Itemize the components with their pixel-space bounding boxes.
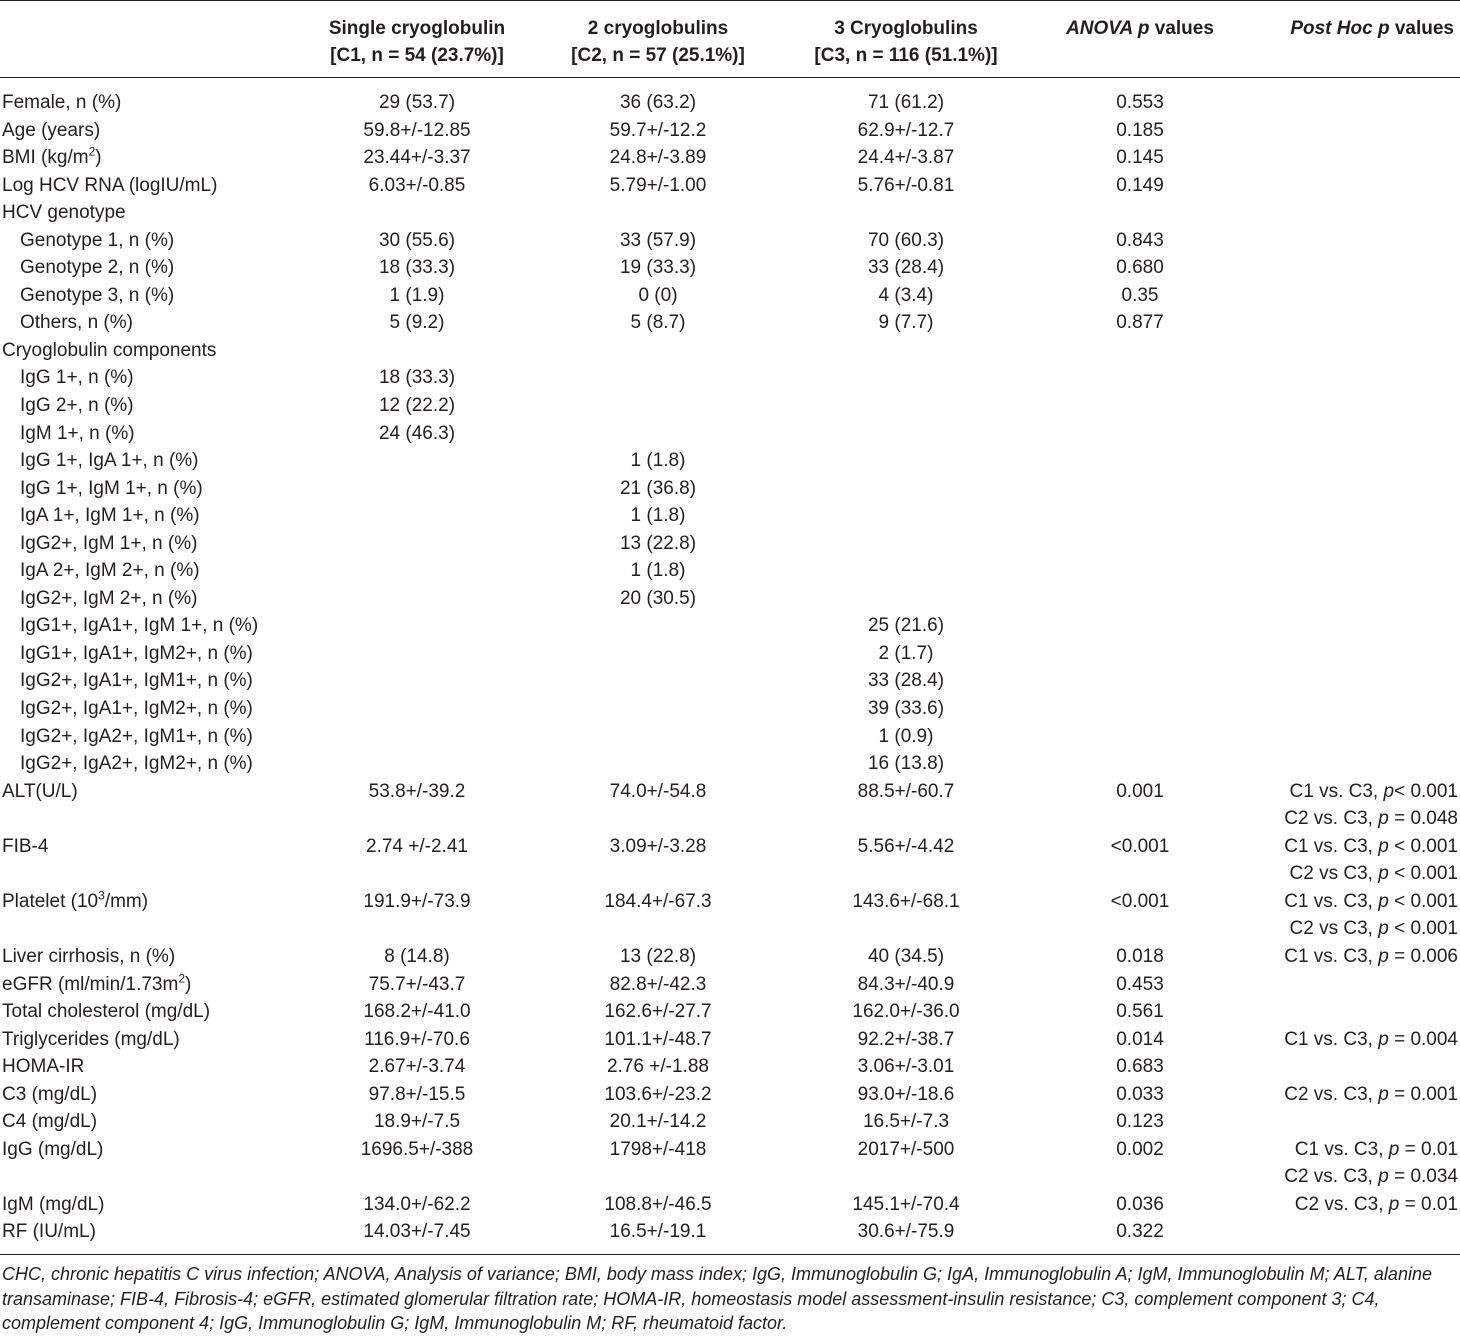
cell-c3: 33 (28.4)	[867, 257, 945, 279]
table-row	[0, 392, 1460, 420]
row-label: IgA 2+, IgM 2+, n (%)	[20, 560, 200, 582]
table-row	[0, 1108, 1460, 1136]
header-rule	[0, 77, 1460, 78]
cell-c1: 6.03+/-0.85	[368, 174, 466, 196]
cell-c2: 16.5+/-19.1	[609, 1221, 707, 1243]
cell-anova-p: <0.001	[1110, 890, 1170, 912]
header-c2	[548, 15, 768, 69]
cell-anova-p: 0.843	[1116, 229, 1164, 251]
post-hoc-p-symbol: p	[1378, 1028, 1389, 1050]
table-row	[0, 943, 1460, 971]
cell-post-hoc-p	[1284, 1163, 1458, 1191]
cell-c3: 30.6+/-75.9	[857, 1221, 955, 1243]
cell-c2: 5.79+/-1.00	[609, 174, 707, 196]
cell-c1: 24 (46.3)	[378, 422, 456, 444]
cell-c1: 75.7+/-43.7	[368, 973, 466, 995]
row-label: IgG2+, IgA1+, IgM2+, n (%)	[20, 698, 253, 720]
row-label-text-end: /mm)	[104, 890, 149, 912]
cell-c3: 71 (61.2)	[867, 92, 945, 113]
row-label: IgM (mg/dL)	[2, 1193, 105, 1215]
row-label: IgG2+, IgA2+, IgM2+, n (%)	[20, 753, 253, 775]
table-row	[0, 640, 1460, 668]
post-hoc-p-symbol: p	[1378, 1083, 1389, 1105]
header-c1-line2: [C1, n = 54 (23.7%)]	[330, 45, 504, 66]
row-label: IgG2+, IgA1+, IgM1+, n (%)	[20, 670, 253, 692]
header-c3-line2: [C3, n = 116 (51.1%)]	[814, 45, 998, 66]
cell-anova-p: 0.680	[1116, 257, 1164, 279]
cell-anova-p: 0.35	[1121, 284, 1159, 306]
row-label: FIB-4	[2, 835, 49, 857]
cell-anova-p: 0.877	[1116, 312, 1164, 334]
table-row	[0, 778, 1460, 833]
table-row	[0, 557, 1460, 585]
cell-c1: 14.03+/-7.45	[363, 1221, 471, 1243]
cell-c3: 4 (3.4)	[878, 284, 934, 306]
cell-post-hoc-p	[1290, 860, 1458, 888]
cell-c3: 93.0+/-18.6	[857, 1083, 955, 1105]
post-hoc-comparison: C2 vs. C3,	[1284, 1166, 1379, 1188]
cell-anova-p: 0.123	[1116, 1111, 1164, 1133]
header-post-italic: Post Hoc p	[1290, 18, 1390, 39]
cell-anova-p: 0.185	[1116, 119, 1164, 141]
header-anova	[1040, 15, 1240, 42]
table-row	[0, 254, 1460, 282]
cell-c1: 1696.5+/-388	[360, 1138, 474, 1160]
cell-c2: 184.4+/-67.3	[604, 890, 712, 912]
row-label: IgG1+, IgA1+, IgM2+, n (%)	[20, 642, 253, 664]
table-row	[0, 612, 1460, 640]
cell-post-hoc-p	[1284, 805, 1458, 833]
cell-c2: 24.8+/-3.89	[609, 147, 707, 169]
post-hoc-comparison: C2 vs. C3,	[1294, 1193, 1389, 1215]
row-label-superscript: 3	[98, 888, 105, 903]
row-label: IgG2+, IgM 1+, n (%)	[20, 532, 198, 554]
cell-c1: 134.0+/-62.2	[363, 1193, 471, 1215]
cell-anova-p: 0.145	[1116, 147, 1164, 169]
cell-post-hoc-p	[1290, 915, 1458, 943]
header-c2-line2: [C2, n = 57 (25.1%)]	[571, 45, 745, 66]
cell-c2: 101.1+/-48.7	[604, 1028, 712, 1050]
post-hoc-comparison: C1 vs. C3,	[1284, 890, 1379, 912]
cell-c3: 1 (0.9)	[878, 725, 934, 747]
cell-c3: 84.3+/-40.9	[857, 973, 955, 995]
row-label: Log HCV RNA (logIU/mL)	[2, 174, 218, 196]
row-label-text-end: )	[185, 973, 192, 995]
cell-c3: 9 (7.7)	[878, 312, 934, 334]
cell-c1: 2.74 +/-2.41	[366, 835, 468, 857]
row-label: Female, n (%)	[2, 92, 122, 113]
post-hoc-value: < 0.001	[1388, 835, 1458, 857]
row-label	[2, 888, 148, 916]
cell-post-hoc-p	[1295, 1136, 1458, 1164]
header-c1	[300, 15, 534, 69]
cell-c3: 3.06+/-3.01	[857, 1056, 955, 1078]
row-label: Genotype 1, n (%)	[20, 229, 175, 251]
cell-c3: 16.5+/-7.3	[862, 1111, 950, 1133]
row-label: IgM 1+, n (%)	[20, 422, 135, 444]
post-hoc-p-symbol: p	[1388, 1138, 1400, 1160]
row-label: RF (IU/mL)	[2, 1221, 96, 1243]
cell-c1: 53.8+/-39.2	[368, 780, 466, 802]
cell-c2: 2.76 +/-1.88	[607, 1056, 709, 1078]
post-hoc-comparison: C1 vs. C3,	[1284, 835, 1379, 857]
post-hoc-p-symbol: p	[1383, 780, 1395, 802]
post-hoc-value: < 0.001	[1388, 863, 1458, 885]
post-hoc-comparison: C2 vs. C3,	[1284, 1083, 1379, 1105]
header-c3	[796, 15, 1016, 69]
table-body	[0, 89, 1460, 1246]
post-hoc-p-symbol: p	[1378, 945, 1389, 967]
row-label: Liver cirrhosis, n (%)	[2, 945, 176, 967]
cell-c3: 16 (13.8)	[867, 753, 945, 775]
cell-c2: 108.8+/-46.5	[604, 1193, 712, 1215]
post-hoc-p-symbol: p	[1378, 808, 1389, 830]
table-row	[0, 723, 1460, 751]
row-label: IgG1+, IgA1+, IgM 1+, n (%)	[20, 615, 259, 637]
row-label: HCV genotype	[2, 202, 126, 224]
post-hoc-value: < 0.001	[1388, 890, 1458, 912]
row-label-superscript: 2	[178, 971, 185, 986]
cell-anova-p: 0.001	[1116, 780, 1164, 802]
cell-c1: 18 (33.3)	[378, 367, 456, 389]
table-row	[0, 750, 1460, 778]
cell-c3: 92.2+/-38.7	[857, 1028, 955, 1050]
row-label: IgG 1+, n (%)	[20, 367, 134, 389]
cell-c3: 145.1+/-70.4	[852, 1193, 960, 1215]
table-row	[0, 998, 1460, 1026]
cell-c3: 143.6+/-68.1	[852, 890, 960, 912]
table-row	[0, 364, 1460, 392]
post-hoc-p-symbol: p	[1388, 1193, 1400, 1215]
post-hoc-value: = 0.006	[1388, 945, 1458, 967]
row-label: Triglycerides (mg/dL)	[2, 1028, 180, 1050]
top-rule	[0, 0, 1460, 1]
cell-c1: 29 (53.7)	[378, 92, 456, 113]
post-hoc-p-symbol: p	[1378, 835, 1389, 857]
post-hoc-comparison: C1 vs. C3,	[1284, 1028, 1379, 1050]
row-label: IgA 1+, IgM 1+, n (%)	[20, 505, 200, 527]
cell-c2: 33 (57.9)	[619, 229, 697, 251]
row-label: Genotype 2, n (%)	[20, 257, 175, 279]
cell-anova-p: 0.553	[1116, 92, 1164, 113]
table-row	[0, 227, 1460, 255]
cell-c1: 1 (1.9)	[389, 284, 445, 306]
table-row	[0, 530, 1460, 558]
cell-post-hoc-p	[1284, 1081, 1458, 1109]
cell-c2: 5 (8.7)	[630, 312, 686, 334]
table-row	[0, 475, 1460, 503]
header-anova-italic: ANOVA p	[1066, 18, 1150, 39]
cell-c2: 0 (0)	[638, 284, 678, 306]
row-label: HOMA-IR	[2, 1056, 85, 1078]
cell-c3: 40 (34.5)	[867, 945, 945, 967]
post-hoc-comparison: C1 vs. C3,	[1284, 945, 1379, 967]
post-hoc-value: = 0.01	[1399, 1138, 1458, 1160]
table-row	[0, 1026, 1460, 1054]
table-row	[0, 172, 1460, 200]
post-hoc-value: = 0.01	[1399, 1193, 1458, 1215]
table-row	[0, 117, 1460, 145]
row-label: IgG (mg/dL)	[2, 1138, 104, 1160]
cell-c2: 20 (30.5)	[619, 587, 697, 609]
cell-c3: 162.0+/-36.0	[852, 1001, 960, 1023]
table-row	[0, 1053, 1460, 1081]
cell-c1: 97.8+/-15.5	[368, 1083, 466, 1105]
row-label: C4 (mg/dL)	[2, 1111, 98, 1133]
table-row	[0, 502, 1460, 530]
row-label	[2, 144, 102, 172]
cell-c3: 25 (21.6)	[867, 615, 945, 637]
row-label: ALT(U/L)	[2, 780, 78, 802]
table-row	[0, 695, 1460, 723]
table-row	[0, 1136, 1460, 1191]
cell-anova-p: 0.561	[1116, 1001, 1164, 1023]
row-label-text: BMI (kg/m	[2, 147, 89, 169]
row-label: Genotype 3, n (%)	[20, 284, 175, 306]
table-row	[0, 1191, 1460, 1219]
post-hoc-comparison: C1 vs. C3,	[1289, 780, 1384, 802]
row-label: Total cholesterol (mg/dL)	[2, 1001, 211, 1023]
row-label: Age (years)	[2, 119, 101, 141]
cell-anova-p: <0.001	[1110, 835, 1170, 857]
header-c1-line1: Single cryoglobulin	[328, 18, 506, 39]
cell-c2: 3.09+/-3.28	[609, 835, 707, 857]
post-hoc-p-symbol: p	[1378, 918, 1389, 940]
cell-c3: 5.56+/-4.42	[857, 835, 955, 857]
post-hoc-comparison: C2 vs. C3,	[1284, 808, 1379, 830]
cell-post-hoc-p	[1284, 833, 1458, 861]
table-row	[0, 282, 1460, 310]
cell-c3: 2 (1.7)	[878, 642, 934, 664]
cell-c1: 116.9+/-70.6	[364, 1028, 470, 1050]
cell-anova-p: 0.149	[1116, 174, 1164, 196]
row-label-text: eGFR (ml/min/1.73m	[2, 973, 179, 995]
cell-c3: 70 (60.3)	[867, 229, 945, 251]
cell-c2: 1 (1.8)	[630, 450, 686, 472]
cell-anova-p: 0.033	[1116, 1083, 1164, 1105]
header-c2-line1: 2 cryoglobulins	[587, 18, 729, 39]
post-hoc-value: = 0.004	[1388, 1028, 1458, 1050]
cell-c2: 59.7+/-12.2	[609, 119, 707, 141]
cell-c3: 39 (33.6)	[867, 698, 945, 720]
post-hoc-value: < 0.001	[1394, 780, 1458, 802]
header-post-hoc	[1254, 15, 1454, 42]
cell-anova-p: 0.683	[1116, 1056, 1164, 1078]
table-row	[0, 585, 1460, 613]
post-hoc-p-symbol: p	[1378, 1166, 1389, 1188]
row-label: IgG2+, IgM 2+, n (%)	[20, 587, 198, 609]
row-label: IgG 1+, IgM 1+, n (%)	[20, 477, 203, 499]
table-row	[0, 144, 1460, 172]
cell-c2: 36 (63.2)	[619, 92, 697, 113]
cell-c2: 82.8+/-42.3	[609, 973, 707, 995]
cell-c1: 23.44+/-3.37	[363, 147, 471, 169]
cell-c2: 19 (33.3)	[619, 257, 697, 279]
cell-c2: 162.6+/-27.7	[604, 1001, 712, 1023]
table-row	[0, 667, 1460, 695]
row-label: IgG 2+, n (%)	[20, 395, 134, 417]
post-hoc-p-symbol: p	[1378, 890, 1389, 912]
row-label: IgG 1+, IgA 1+, n (%)	[20, 450, 199, 472]
post-hoc-value: = 0.001	[1388, 1083, 1458, 1105]
cell-c3: 24.4+/-3.87	[857, 147, 955, 169]
header-post-rest: values	[1389, 18, 1454, 39]
cell-anova-p: 0.322	[1116, 1221, 1164, 1243]
post-hoc-comparison: C2 vs C3,	[1289, 863, 1379, 885]
row-label: C3 (mg/dL)	[2, 1083, 98, 1105]
cell-c2: 13 (22.8)	[619, 532, 697, 554]
cell-c1: 30 (55.6)	[378, 229, 456, 251]
cell-post-hoc-p	[1284, 888, 1458, 916]
cell-c2: 20.1+/-14.2	[609, 1111, 707, 1133]
table-row	[0, 89, 1460, 117]
row-label	[2, 971, 191, 999]
row-label: Cryoglobulin components	[2, 339, 217, 361]
cell-c2: 74.0+/-54.8	[609, 780, 707, 802]
row-label: Others, n (%)	[20, 312, 133, 334]
cell-anova-p: 0.002	[1116, 1138, 1164, 1160]
cell-post-hoc-p	[1290, 778, 1458, 806]
table-row	[0, 447, 1460, 475]
header-c3-line1: 3 Cryoglobulins	[834, 18, 978, 39]
table-row	[0, 1081, 1460, 1109]
row-label-superscript: 2	[88, 144, 96, 159]
cell-anova-p: 0.036	[1116, 1193, 1164, 1215]
cell-c1: 8 (14.8)	[384, 945, 450, 967]
cell-c3: 33 (28.4)	[867, 670, 945, 692]
table-row	[0, 888, 1460, 943]
cell-c2: 21 (36.8)	[619, 477, 697, 499]
row-label: IgG2+, IgA2+, IgM1+, n (%)	[20, 725, 253, 747]
cell-c3: 5.76+/-0.81	[857, 174, 955, 196]
cell-c1: 191.9+/-73.9	[363, 890, 471, 912]
post-hoc-comparison: C2 vs C3,	[1289, 918, 1379, 940]
cell-c2: 13 (22.8)	[619, 945, 697, 967]
bottom-rule	[0, 1254, 1460, 1255]
row-label-text: Platelet (10	[2, 890, 99, 912]
cell-c3: 88.5+/-60.7	[857, 780, 955, 802]
cell-c1: 168.2+/-41.0	[363, 1001, 471, 1023]
table-row	[0, 1218, 1460, 1246]
cell-c1: 59.8+/-12.85	[363, 119, 471, 141]
cell-post-hoc-p	[1295, 1191, 1458, 1219]
table-row	[0, 971, 1460, 999]
cell-c1: 5 (9.2)	[389, 312, 445, 334]
table-row	[0, 199, 1460, 227]
cell-c3: 2017+/-500	[857, 1138, 955, 1160]
cell-c3: 62.9+/-12.7	[857, 119, 955, 141]
cell-c2: 103.6+/-23.2	[604, 1083, 712, 1105]
table-row	[0, 420, 1460, 448]
footnote: CHC, chronic hepatitis C virus infection; ANOVA, Analysis of variance; BMI, body mass index; IgG, Immunoglobulin G; IgA, Immunoglobulin A; IgM, Immunoglobulin M; ALT, alanine transaminase; FIB-4, Fibrosis-4; eGFR, estimated glomerular filtration rate; HOMA-IR, homeostasis model assessment-insulin resistance; C3, complement component 3; C4, complement component 4; IgG, Immunoglobulin G; IgM, Immunoglobulin M; RF, rheumatoid factor.	[2, 1264, 1432, 1333]
table-row	[0, 309, 1460, 337]
cell-c2: 1798+/-418	[609, 1138, 707, 1160]
cell-post-hoc-p	[1284, 943, 1458, 971]
cell-c1: 2.67+/-3.74	[368, 1056, 466, 1078]
post-hoc-p-symbol: p	[1378, 863, 1389, 885]
cell-anova-p: 0.453	[1116, 973, 1164, 995]
header-anova-rest: values	[1149, 18, 1214, 39]
table-row	[0, 337, 1460, 365]
cell-post-hoc-p	[1284, 1026, 1458, 1054]
table-row	[0, 833, 1460, 888]
cell-c1: 12 (22.2)	[378, 395, 456, 417]
cell-c1: 18 (33.3)	[378, 257, 456, 279]
post-hoc-value: = 0.034	[1388, 1166, 1458, 1188]
row-label-text-end: )	[95, 147, 102, 169]
post-hoc-comparison: C1 vs. C3,	[1294, 1138, 1389, 1160]
cell-c1: 18.9+/-7.5	[373, 1111, 461, 1133]
cell-c2: 1 (1.8)	[630, 505, 686, 527]
cell-anova-p: 0.018	[1116, 945, 1164, 967]
cell-anova-p: 0.014	[1116, 1028, 1164, 1050]
post-hoc-value: < 0.001	[1388, 918, 1458, 940]
post-hoc-value: = 0.048	[1388, 808, 1458, 830]
cell-c2: 1 (1.8)	[630, 560, 686, 582]
